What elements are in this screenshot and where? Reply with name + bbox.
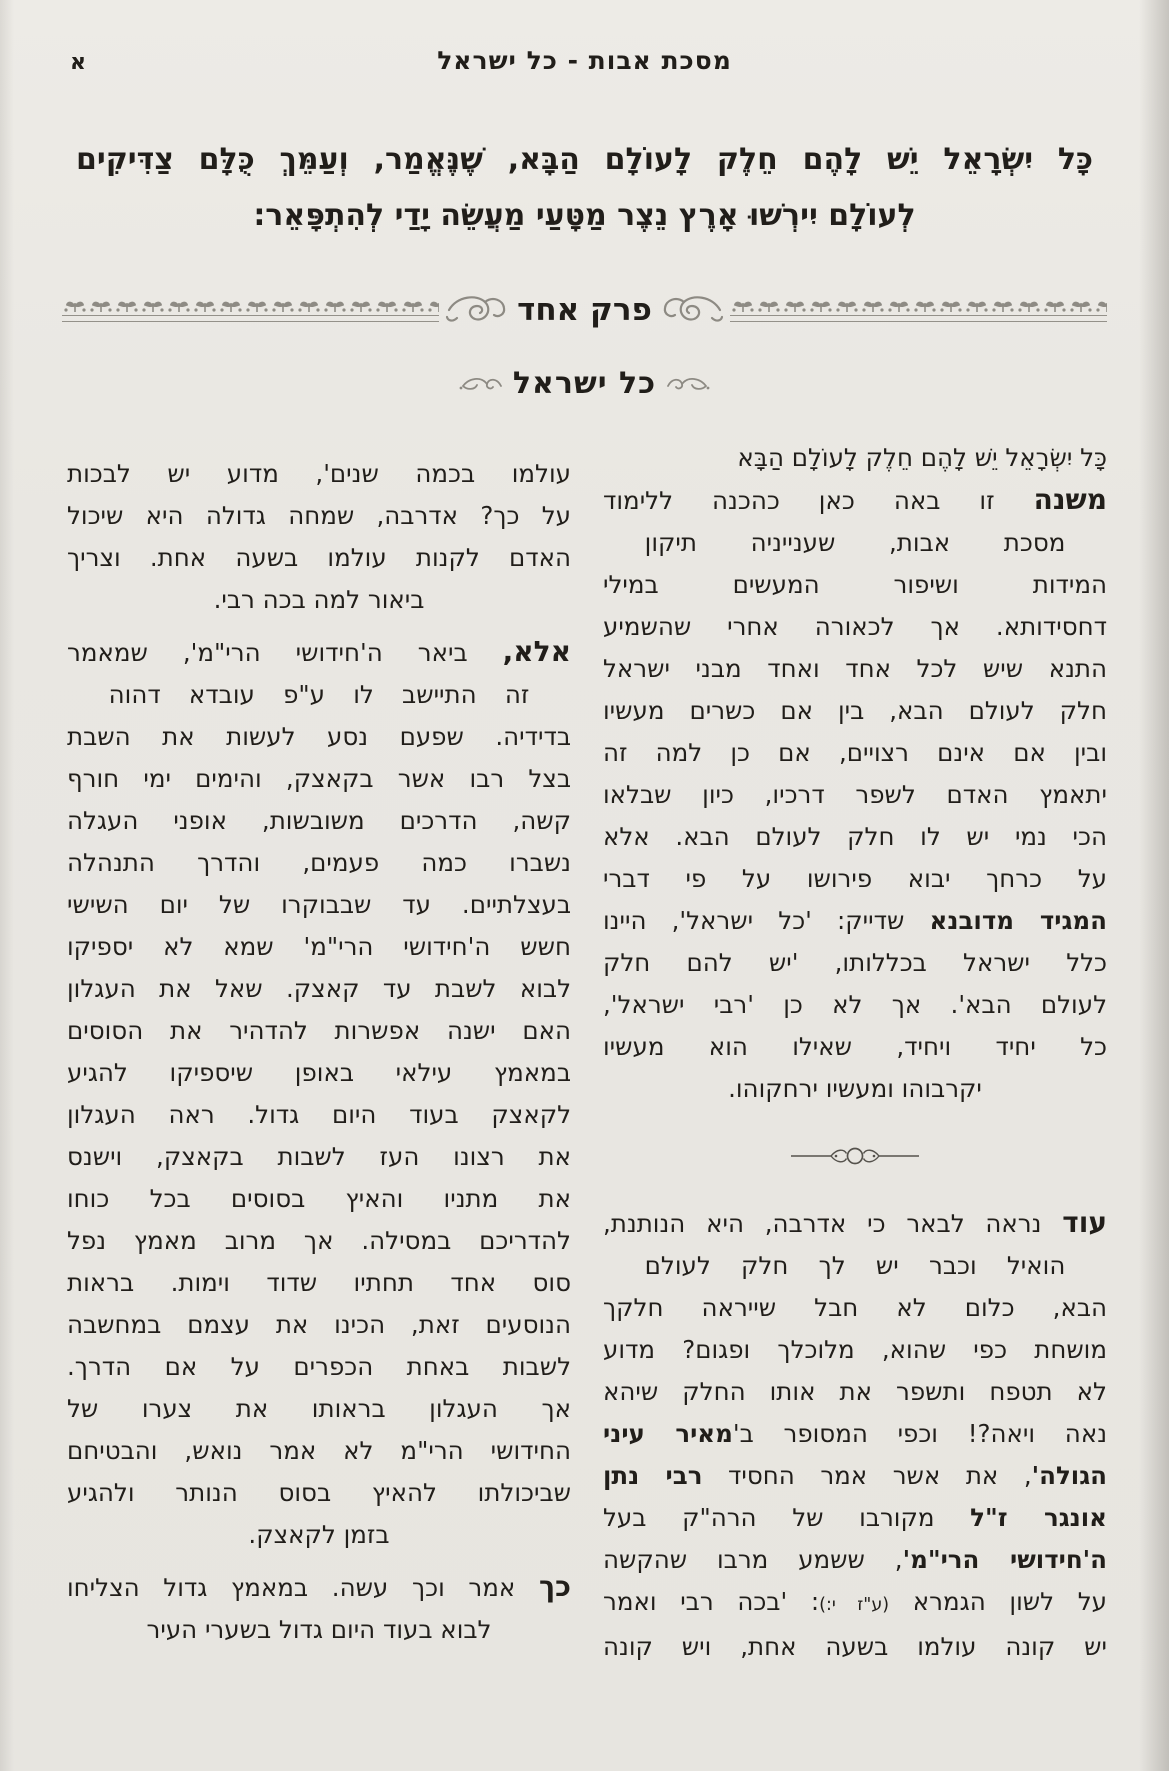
text-line	[603, 648, 1107, 690]
text-line	[67, 674, 571, 716]
text-line	[67, 1052, 571, 1094]
text-line	[67, 1388, 571, 1430]
text-line	[67, 1010, 571, 1052]
text-segment: לשבות באחת הכפרים על אם הדרך.	[67, 1352, 571, 1381]
text-segment-lead: משנה	[1033, 483, 1107, 516]
text-segment-b: רבי נתן	[603, 1461, 703, 1490]
text-line	[603, 1539, 1107, 1581]
banner-strip-left	[62, 298, 439, 322]
text-line	[603, 1455, 1107, 1497]
text-line	[603, 1626, 1107, 1668]
text-segment: מסכת אבות, שענייניה תיקון	[644, 528, 1066, 557]
text-segment: בצל רבו אשר בקאצק, והימים ימי חורף	[67, 764, 571, 793]
text-segment: את מתניו והאיץ בסוסים בכל כוחו	[67, 1184, 571, 1213]
text-segment: האדם לקנות עולמו בשעה אחת. וצריך	[67, 543, 571, 572]
text-segment: אך העגלון בראותו את צערו של	[67, 1394, 571, 1423]
text-segment: ביאר ה'חידושי הרי"מ', שמאמר	[67, 638, 503, 667]
text-segment: החידושי הרי"מ לא אמר נואש, והבטיחם	[67, 1436, 571, 1465]
text-segment: אמר וכך עשה. במאמץ גדול הצליחו	[67, 1573, 539, 1602]
text-line	[603, 858, 1107, 900]
text-segment: שביכולתו להאיץ בסוס הנותר ולהגיע	[67, 1478, 571, 1507]
text-line	[603, 479, 1107, 522]
text-segment: לבוא לשבת עד קאצק. שאל את העגלון	[67, 974, 571, 1003]
text-line	[67, 1346, 571, 1388]
text-segment-lead: עוד	[1062, 1206, 1107, 1239]
text-line	[67, 1514, 571, 1556]
text-segment: לא תטפח ותשפר את אותו החלק שיהא	[603, 1377, 1107, 1406]
text-line	[67, 579, 571, 621]
text-line	[67, 1136, 571, 1178]
leaf-motif-row-icon	[730, 298, 1107, 314]
text-segment: נראה לבאר כי אדרבה, היא הנותנת,	[603, 1209, 1063, 1238]
text-line	[67, 968, 571, 1010]
text-segment: זו באה כאן כהכנה ללימוד	[603, 486, 1034, 515]
text-segment: זה התיישב לו ע"פ עובדא דהוה	[108, 680, 530, 709]
text-line	[67, 716, 571, 758]
text-line	[603, 774, 1107, 816]
text-line	[67, 631, 571, 674]
text-segment: יתאמץ האדם לשפר דרכיו, כיון שבלאו	[603, 780, 1107, 809]
text-line	[67, 1262, 571, 1304]
floral-flourish-icon	[666, 374, 710, 394]
column-left	[67, 437, 571, 1668]
text-segment: כלל ישראל בכללותו, 'יש להם חלק	[603, 948, 1107, 977]
page-header	[62, 46, 1107, 86]
text-line	[603, 1245, 1107, 1287]
text-line	[67, 537, 571, 579]
paragraph	[67, 453, 571, 621]
text-segment: : 'בכה רבי ואמר	[603, 1587, 820, 1616]
text-segment: על כרחך יבוא פירושו על פי דברי	[603, 864, 1107, 893]
text-segment: עולמו בכמה שנים', מדוע יש לבכות	[67, 459, 571, 488]
text-segment: בעצלתיים. עד שבבוקרו של יום השישי	[67, 890, 571, 919]
text-line	[67, 1220, 571, 1262]
text-segment: התנא שיש לכל אחד ואחד מבני ישראל	[603, 654, 1107, 683]
paragraph	[603, 1202, 1107, 1668]
text-segment-b: המגיד מדובנא	[929, 906, 1107, 935]
text-line	[603, 942, 1107, 984]
section-title-row	[62, 366, 1107, 401]
scroll-flourish-icon	[445, 292, 507, 328]
text-segment: , את אשר אמר החסיד	[702, 1461, 1032, 1490]
text-line	[603, 1026, 1107, 1068]
text-line	[67, 1609, 571, 1651]
circle-flourish-divider-icon	[789, 1144, 921, 1168]
text-segment: נאה ויאה?! וכפי המסופר ב'	[732, 1419, 1108, 1448]
text-line	[67, 800, 571, 842]
text-line	[67, 842, 571, 884]
text-segment: כָּל יִשְׂרָאֵל יֵשׁ לָהֶם חֵלֶק לָעוֹלָם הַבָּא	[737, 443, 1107, 472]
text-line	[67, 1430, 571, 1472]
text-segment: לבוא בעוד היום גדול בשערי העיר	[146, 1615, 492, 1644]
text-line	[67, 926, 571, 968]
text-line	[603, 437, 1107, 479]
section-title: כל ישראל	[512, 366, 657, 401]
text-segment: נשברו כמה פעמים, והדרך התנהלה	[67, 848, 571, 877]
text-segment: הואיל וכבר יש לך חלק לעולם	[644, 1251, 1066, 1280]
text-segment-b: אונגר ז"ל	[970, 1503, 1107, 1532]
text-segment: סוס אחד תחתיו שדוד וימות. בראות	[67, 1268, 571, 1297]
text-line	[603, 690, 1107, 732]
chapter-title: פרק אחד	[517, 292, 652, 328]
text-line	[603, 1581, 1107, 1626]
text-segment-sm: (ע"ז י:)	[819, 1595, 890, 1615]
text-segment: חשש ה'חידושי הרי"מ' שמא לא יספיקו	[67, 932, 571, 961]
double-rule	[62, 315, 439, 322]
chapter-banner	[62, 288, 1107, 332]
text-line	[603, 1497, 1107, 1539]
text-line	[603, 522, 1107, 564]
paragraph	[603, 437, 1107, 1110]
text-line	[67, 453, 571, 495]
text-segment: יש קונה עולמו בשעה אחת, ויש קונה	[603, 1632, 1107, 1661]
scroll-flourish-icon	[662, 292, 724, 328]
text-line	[603, 1371, 1107, 1413]
text-segment: בזמן לקאצק.	[248, 1520, 390, 1549]
text-segment: כל יחיד ויחיד, שאילו הוא מעשיו	[603, 1032, 1107, 1061]
text-segment: האם ישנה אפשרות להדהיר את הסוסים	[67, 1016, 571, 1045]
text-line	[603, 900, 1107, 942]
text-segment: הכי נמי יש לו חלק לעולם הבא. אלא	[603, 822, 1107, 851]
text-line	[67, 758, 571, 800]
mishnah-quote-line-2: לְעוֹלָם יִירְשׁוּ אָרֶץ נֵצֶר מַטָּעַי מַעֲשֵׂה יָדַי לְהִתְפָּאֵר:	[253, 198, 916, 233]
page-number: א	[70, 50, 87, 75]
text-segment: מושחת כפי שהוא, מלוכלך ופגום? מדוע	[603, 1335, 1107, 1364]
mishnah-quote-line-1: כָּל יִשְׂרָאֵל יֵשׁ לָהֶם חֵלֶק לָעוֹלָם הַבָּא, שֶׁנֶּאֱמַר, וְעַמֵּךְ כֻּלָּם צַדִּיקִים	[76, 142, 1093, 177]
text-segment: להדריכם במסילה. אך מרוב מאמץ נפל	[67, 1226, 571, 1255]
text-segment: , ששמע מרבו שהקשה	[603, 1545, 903, 1574]
running-header-title: מסכת אבות - כל ישראל	[437, 46, 732, 75]
text-segment: קשה, הדרכים משובשות, אופני העגלה	[67, 806, 571, 835]
text-segment: המידות ושיפור המעשים במילי	[603, 570, 1107, 599]
text-line	[67, 1566, 571, 1609]
text-columns	[62, 437, 1107, 1668]
text-segment: לקאצק בעוד היום גדול. ראה העגלון	[67, 1100, 571, 1129]
text-segment-b: מאיר עיני	[603, 1419, 733, 1448]
text-segment-b: ה'חידושי הרי"מ'	[902, 1545, 1108, 1574]
text-line	[603, 606, 1107, 648]
banner-strip-right	[730, 298, 1107, 322]
text-line	[67, 1472, 571, 1514]
text-segment: שדייק: 'כל ישראל', היינו	[603, 906, 930, 935]
text-line	[67, 1178, 571, 1220]
text-segment: את רצונו העז לשבות בקאצק, וישנס	[67, 1142, 571, 1171]
text-line	[67, 1304, 571, 1346]
text-line	[67, 495, 571, 537]
text-line	[603, 1068, 1107, 1110]
text-segment: במאמץ עילאי באופן שיספיקו להגיע	[67, 1058, 571, 1087]
text-segment: דחסידותא. אך לכאורה אחרי שהשמיע	[603, 612, 1107, 641]
text-segment: הבא, כלום לא חבל שייראה חלקך	[603, 1293, 1107, 1322]
text-segment: בדידיה. שפעם נסע לעשות את השבת	[67, 722, 571, 751]
text-segment: מקורבו של הרה"ק בעל	[603, 1503, 971, 1532]
text-line	[603, 732, 1107, 774]
paragraph	[67, 631, 571, 1556]
text-segment: יקרבוהו ומעשיו ירחקוהו.	[728, 1074, 982, 1103]
floral-flourish-icon	[459, 374, 503, 394]
text-line	[67, 884, 571, 926]
text-segment-lead: אלא,	[502, 635, 571, 668]
text-segment-b: הגולה'	[1031, 1461, 1107, 1490]
paragraph	[67, 1566, 571, 1651]
text-segment: הנוסעים זאת, הכינו את עצמם במחשבה	[67, 1310, 571, 1339]
text-line	[67, 1094, 571, 1136]
text-line	[603, 816, 1107, 858]
text-segment: ובין אם אינם רצויים, אם כן למה זה	[603, 738, 1107, 767]
text-segment: לעולם הבא'. אך לא כן 'רבי ישראל',	[603, 990, 1107, 1019]
column-right	[603, 437, 1107, 1668]
text-line	[603, 564, 1107, 606]
text-line	[603, 1202, 1107, 1245]
text-line	[603, 1329, 1107, 1371]
text-segment: חלק לעולם הבא, בין אם כשרים מעשיו	[603, 696, 1107, 725]
text-segment-lead: כך	[538, 1570, 571, 1603]
leaf-motif-row-icon	[62, 298, 439, 314]
text-segment: ביאור למה בכה רבי.	[213, 585, 425, 614]
text-line	[603, 984, 1107, 1026]
text-segment: על לשון הגמרא	[889, 1587, 1107, 1616]
double-rule	[730, 315, 1107, 322]
mishnah-quote-block	[76, 132, 1093, 244]
text-line	[603, 1287, 1107, 1329]
text-line	[603, 1413, 1107, 1455]
text-segment: על כך? אדרבה, שמחה גדולה היא שיכול	[67, 501, 571, 530]
